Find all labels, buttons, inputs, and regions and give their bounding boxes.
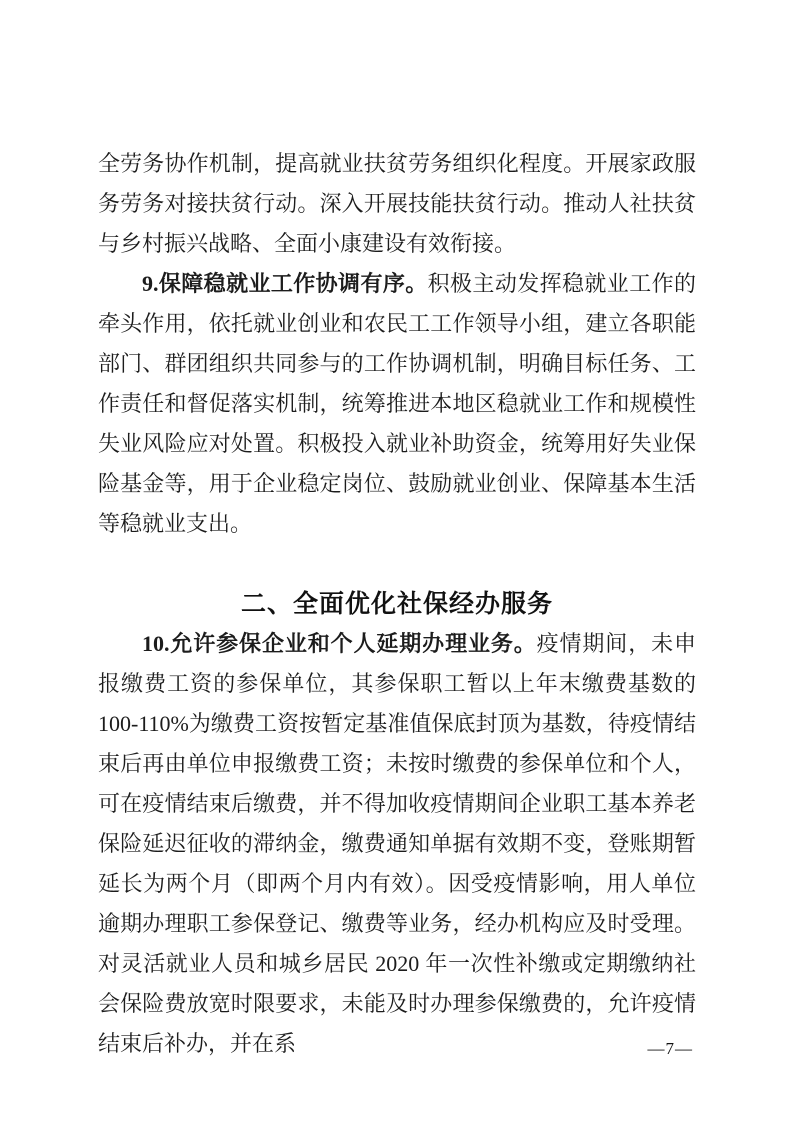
paragraph-item-10	[98, 624, 696, 1064]
document-body	[98, 144, 696, 1064]
paragraph-continuation: 全劳务协作机制，提高就业扶贫劳务组织化程度。开展家政服务劳务对接扶贫行动。深入开展技能扶贫行动。推动人社扶贫与乡村振兴战略、全面小康建设有效衔接。	[98, 151, 696, 256]
paragraph-item-9	[98, 264, 696, 544]
item-10-lead: 10.允许参保企业和个人延期办理业务。	[142, 631, 537, 656]
item-10-body: 疫情期间，未申报缴费工资的参保单位，其参保职工暂以上年末缴费基数的100-110%为缴费工资按暂定基准值保底封顶为基数，待疫情结束后再由单位申报缴费工资；未按时缴费的参保单位和个人，可在疫情结束后缴费，并不得加收疫情期间企业职工基本养老保险延迟征收的滞纳金，缴费通知单据有效期不变，登账期暂延长为两个月（即两个月内有效）。因受疫情影响，用人单位逾期办理职工参保登记、缴费等业务，经办机构应及时受理。对灵活就业人员和城乡居民 2020 年一次性补缴或定期缴纳社会保险费放宽时限要求，未能及时办理参保缴费的，允许疫情结束后补办，并在系	[98, 631, 696, 1056]
item-9-lead: 9.保障稳就业工作协调有序。	[142, 271, 428, 296]
item-9-body: 积极主动发挥稳就业工作的牵头作用，依托就业创业和农民工工作领导小组，建立各职能部门、群团组织共同参与的工作协调机制，明确目标任务、工作责任和督促落实机制，统筹推进本地区稳就业工作和规模性失业风险应对处置。积极投入就业补助资金，统筹用好失业保险基金等，用于企业稳定岗位、鼓励就业创业、保障基本生活等稳就业支出。	[98, 271, 696, 536]
section-heading: 二、全面优化社保经办服务	[240, 590, 553, 618]
page-number: —7—	[647, 1039, 693, 1058]
